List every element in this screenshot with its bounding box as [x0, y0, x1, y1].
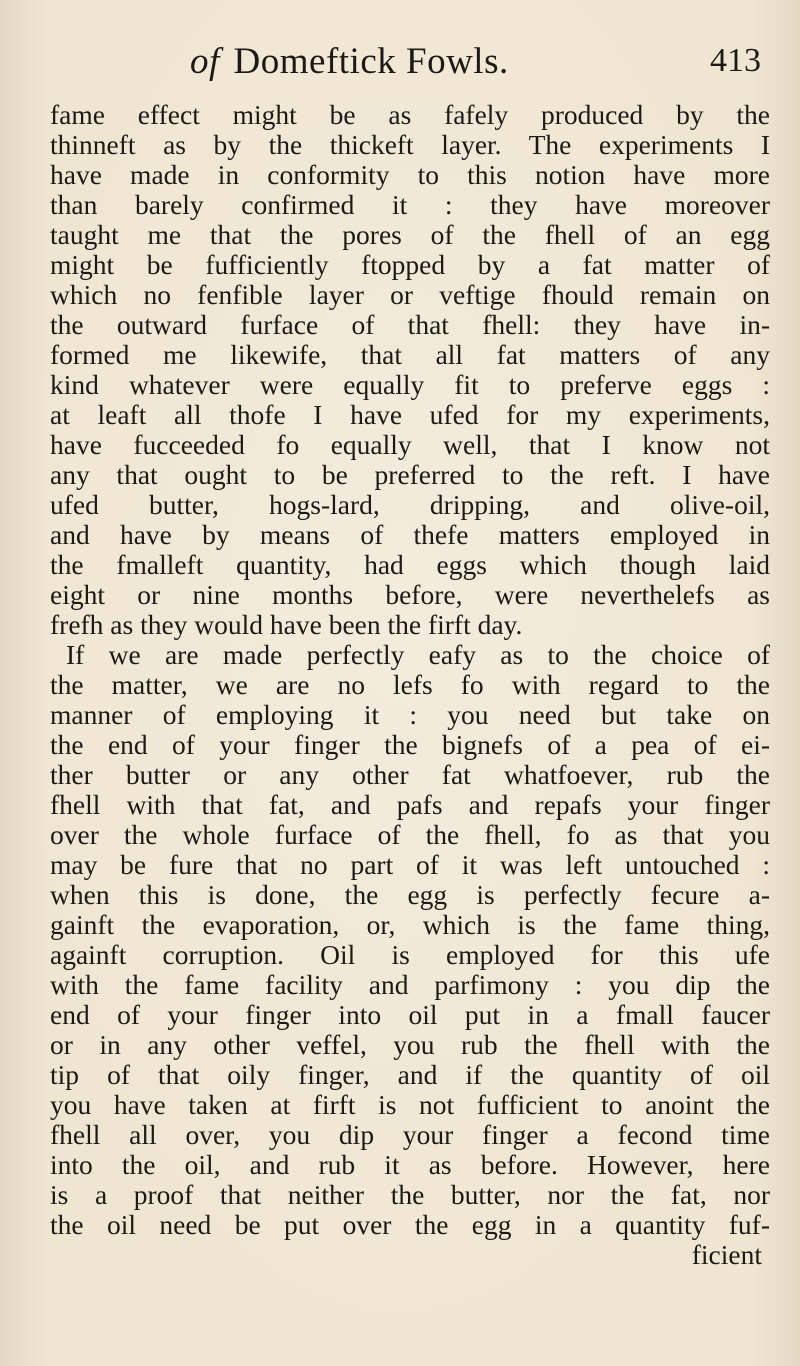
page-header: [0, 40, 800, 100]
text-line: is a proof that neither the butter, nor the fat, nor: [50, 1179, 770, 1210]
text-line: may be fure that no part of it was left untouched :: [50, 849, 770, 880]
text-line-paragraph-end: frefh as they would have been the firft day.: [50, 609, 523, 640]
text-line: tip of that oily finger, and if the quantity of oil: [50, 1059, 770, 1090]
text-line: over the whole furface of the fhell, fo as that you: [50, 819, 770, 850]
text-line: any that ought to be preferred to the reft. I have: [50, 459, 770, 490]
text-line: fame effect might be as fafely produced by the: [50, 99, 770, 130]
catchword: ficient: [691, 1239, 762, 1270]
text-line: the oil need be put over the egg in a quantity fuf-: [50, 1209, 770, 1240]
text-line: the fmalleft quantity, had eggs which though laid: [50, 549, 770, 580]
text-line: taught me that the pores of the fhell of an egg: [50, 219, 770, 250]
text-line: manner of employing it : you need but take on: [50, 699, 770, 730]
text-line: at leaft all thofe I have ufed for my experiments,: [50, 399, 770, 430]
text-line: kind whatever were equally fit to preferve eggs :: [50, 369, 770, 400]
text-line: and have by means of thefe matters employed in: [50, 519, 770, 550]
text-line: or in any other veffel, you rub the fhell with the: [50, 1029, 770, 1060]
body-text: [50, 100, 770, 1270]
text-line: ufed butter, hogs-lard, dripping, and olive-oil,: [50, 489, 770, 520]
text-line: fhell with that fat, and pafs and repafs your finger: [50, 789, 770, 820]
text-line: the outward furface of that fhell: they have in-: [50, 309, 770, 340]
text-line: thinneft as by the thickeft layer. The experiments I: [50, 129, 770, 160]
text-line: eight or nine months before, were neverthelefs as: [50, 579, 770, 610]
text-line: ther butter or any other fat whatfoever, rub the: [50, 759, 770, 790]
text-line: gainft the evaporation, or, which is the fame thing,: [50, 909, 770, 940]
text-line: have fucceeded fo equally well, that I know not: [50, 429, 770, 460]
text-line: againft corruption. Oil is employed for this ufe: [50, 939, 770, 970]
text-line: fhell all over, you dip your finger a fecond time: [50, 1119, 770, 1150]
text-line: the end of your finger the bignefs of a pea of ei-: [50, 729, 770, 760]
text-line: when this is done, the egg is perfectly fecure a-: [50, 879, 770, 910]
page-number: 413: [710, 42, 761, 79]
running-title: [190, 40, 509, 83]
text-line: end of your finger into oil put in a fmall faucer: [50, 999, 770, 1030]
text-line: might be fufficiently ftopped by a fat matter of: [50, 249, 770, 280]
text-line: which no fenfible layer or veftige fhould remain on: [50, 279, 770, 310]
text-line: have made in conformity to this notion have more: [50, 159, 770, 190]
text-line: with the fame facility and parfimony : you dip the: [50, 969, 770, 1000]
text-line-paragraph-start: If we are made perfectly eafy as to the choice of: [66, 639, 770, 670]
text-line: than barely confirmed it : they have moreover: [50, 189, 770, 220]
text-line: the matter, we are no lefs fo with regard to the: [50, 669, 770, 700]
text-line: you have taken at firft is not fufficient to anoint the: [50, 1089, 770, 1120]
running-title-main: Domeftick Fowls.: [233, 41, 509, 82]
text-line: formed me likewife, that all fat matters of any: [50, 339, 770, 370]
running-title-prefix: of: [190, 41, 220, 82]
text-line: into the oil, and rub it as before. However, here: [50, 1149, 770, 1180]
